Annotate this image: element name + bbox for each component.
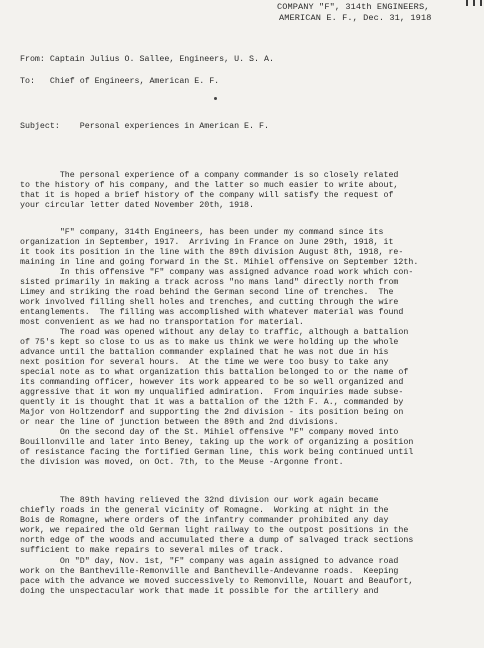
- header-address: AMERICAN E. F., Dec. 31, 1918: [279, 13, 432, 23]
- body-line: to the history of his company, and the latter so much easier to write about,: [20, 181, 399, 190]
- body-line: doing the unspectacular work that made it possible for the artillery and: [20, 587, 379, 596]
- body-line: work on the Bantheville-Remonville and Bantheville-Andevanne roads. Keeping: [20, 567, 399, 576]
- body-line: In this offensive "F" company was assigned advance road work which con-: [20, 268, 414, 277]
- body-line: Major von Holtzendorf and supporting the 2nd division - its position being on: [20, 408, 404, 417]
- page-edge-mark: [462, 0, 484, 8]
- body-line: north edge of the woods and accumulated there a dump of salvaged track sections: [20, 536, 414, 545]
- body-line: pace with the advance we moved successively to Remonville, Nouart and Beaufort,: [20, 577, 414, 586]
- header-company: COMPANY "F", 314th ENGINEERS,: [277, 2, 430, 12]
- body-line: The road was opened without any delay to traffic, although a battalion: [20, 328, 409, 337]
- body-line: On the second day of the St. Mihiel offensive "F" company moved into: [20, 428, 399, 437]
- stray-mark: [214, 97, 217, 100]
- body-line: or near the line of junction between the 89th and 2nd divisions.: [20, 418, 339, 427]
- body-line: Limey and striking the road behind the German second line of trenches. The: [20, 288, 394, 297]
- body-line: of resistance facing the fortified German line, this work being continued until: [20, 448, 414, 457]
- memo-to: To: Chief of Engineers, American E. F.: [20, 77, 220, 86]
- body-line: the division was moved, on Oct. 7th, to the Meuse -Argonne front.: [20, 458, 344, 467]
- body-line: Bois de Romagne, where orders of the infantry commander prohibited any day: [20, 516, 389, 525]
- body-line: next position for several hours. At the time we were too busy to take any: [20, 358, 389, 367]
- body-line: work involved filling shell holes and trenches, and cutting through the wire: [20, 298, 399, 307]
- body-line: On "D" day, Nov. 1st, "F" company was again assigned to advance road: [20, 557, 399, 566]
- body-line: entanglements. The filling was accomplished with whatever material was found: [20, 308, 404, 317]
- body-line: advance until the battalion commander explained that he was not due in his: [20, 348, 389, 357]
- body-line: it took its position in the line with the 89th division August 8th, 1918, re-: [20, 248, 404, 257]
- body-line: sisted primarily in making a track across "no mans land" directly north from: [20, 278, 399, 287]
- body-line: chiefly roads in the general vicinity of Romagne. Working at night in the: [20, 506, 389, 515]
- memo-from: From: Captain Julius O. Sallee, Engineers, U. S. A.: [20, 55, 274, 64]
- body-line: special note as to what organization this battalion belonged to or the name of: [20, 368, 409, 377]
- body-line: organization in September, 1917. Arriving in France on June 29th, 1918, it: [20, 238, 394, 247]
- memo-subject: Subject: Personal experiences in American E. F.: [20, 122, 269, 131]
- body-line: maining in line and going forward in the St. Mihiel offensive on September 12th.: [20, 258, 419, 267]
- body-line: that it is hoped a brief history of the company will satisfy the request of: [20, 191, 394, 200]
- body-line: "F" company, 314th Engineers, has been under my command since its: [20, 228, 384, 237]
- body-line: work, we repaired the old German light railway to the outpost positions in the: [20, 526, 409, 535]
- body-line: The personal experience of a company commander is so closely related: [20, 171, 399, 180]
- body-line: of 75's kept so close to us as to make us think we were holding up the whole: [20, 338, 399, 347]
- body-line: The 89th having relieved the 32nd division our work again became: [20, 496, 379, 505]
- body-line: its commanding officer, however its work appeared to be so well organized and: [20, 378, 404, 387]
- body-line: most convenient as we had no transportation for material.: [20, 318, 304, 327]
- body-line: sufficient to make repairs to several miles of track.: [20, 546, 284, 555]
- body-line: aggressive that it won my unqualified admiration. From inquiries made subse-: [20, 388, 404, 397]
- body-line: quently it is thought that it was a battalion of the 12th F. A., commanded by: [20, 398, 404, 407]
- body-line: Bouillonville and later into Beney, taking up the work of organizing a position: [20, 438, 414, 447]
- body-line: your circular letter dated November 20th, 1918.: [20, 201, 255, 210]
